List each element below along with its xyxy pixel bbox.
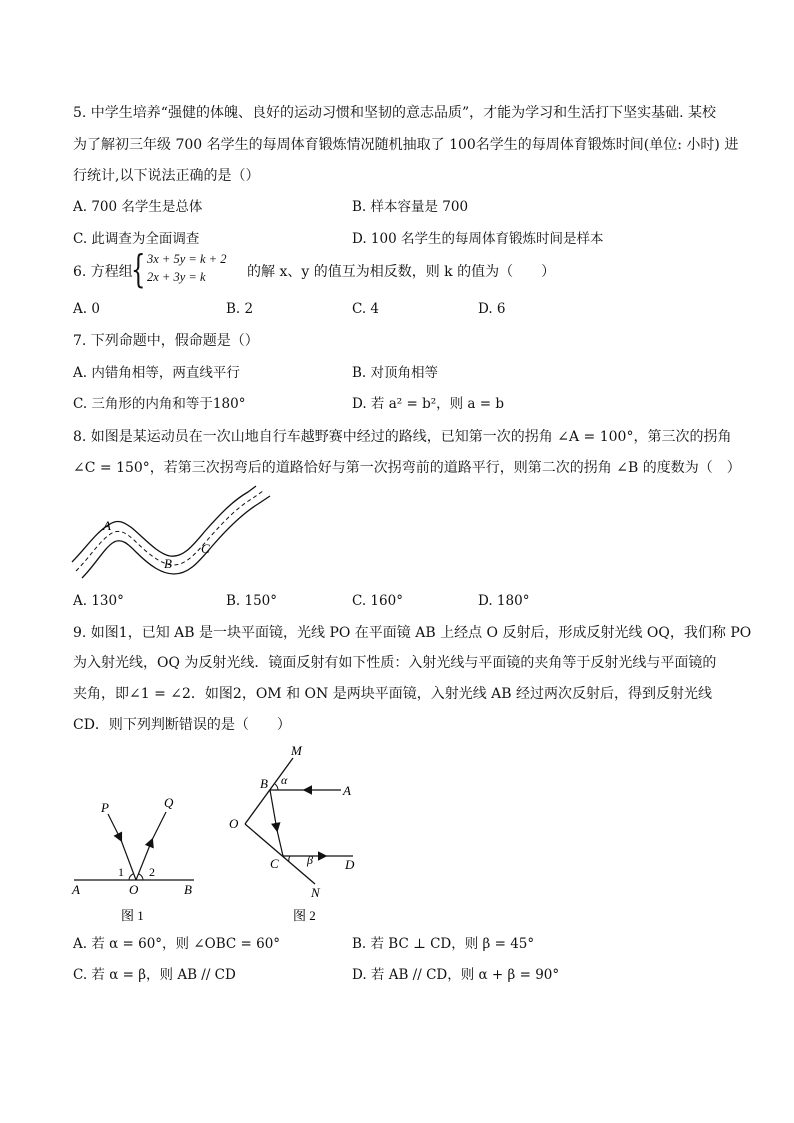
- fig1-label-2: 2: [149, 865, 155, 879]
- q8-option-d: D. 180°: [478, 593, 530, 609]
- q8-option-a: A. 130°: [73, 593, 124, 609]
- q5-option-a: A. 700 名学生是总体: [73, 199, 203, 215]
- fig2-label-c: C: [270, 856, 279, 871]
- q8-stem-line1: 8. 如图是某运动员在一次山地自行车越野赛中经过的路线，已知第一次的拐角 ∠A = 100°，第三次的拐角: [73, 429, 732, 445]
- q9-stem-line3: 夹角，即∠1 = ∠2．如图2，OM 和 ON 是两块平面镜，入射光线 AB 经过两次反射后，得到反射光线: [73, 686, 713, 702]
- q8-label-c: C: [201, 541, 210, 556]
- q6-suffix: 的解 x、y 的值互为相反数，则 k 的值为（ ）: [247, 264, 556, 280]
- q5-option-d: D. 100 名学生的每周体育锻炼时间是样本: [352, 231, 604, 247]
- q7-option-d: D. 若 a² = b²，则 a = b: [352, 396, 505, 412]
- fig1-label-b: B: [184, 882, 192, 897]
- mirror-on: [245, 824, 315, 884]
- reflected-ray-oq: [152, 812, 166, 840]
- incident-ray-arrow: [108, 814, 121, 840]
- fig1-label-1: 1: [118, 865, 124, 879]
- q7-option-a: A. 内错角相等，两直线平行: [73, 365, 240, 381]
- q9-stem-line4: CD．则下列判断错误的是（ ）: [73, 717, 291, 733]
- fig2-caption: 图 2: [293, 908, 316, 923]
- q9-option-d: D. 若 AB // CD，则 α + β = 90°: [352, 967, 560, 983]
- ray-bc-arrow: [270, 790, 277, 830]
- q9-figure-1: [66, 790, 216, 930]
- fig1-label-a: A: [72, 882, 80, 897]
- q8-label-b: B: [164, 556, 172, 571]
- q8-stem-line2: ∠C = 150°，若第三次拐弯后的道路恰好与第一次拐弯前的道路平行，则第二次的拐角 ∠B 的度数为（ ）: [73, 460, 741, 476]
- fig2-label-beta: β: [307, 853, 313, 867]
- q6-equation-2: 2x + 3y = k: [147, 270, 206, 284]
- q8-label-a: A: [103, 518, 111, 533]
- q5-stem-line3: 行统计,以下说法正确的是（）: [73, 168, 260, 184]
- q9-figure-2: [225, 738, 375, 928]
- q6-option-a: A. 0: [73, 301, 100, 317]
- fig2-label-o: O: [229, 816, 239, 831]
- q5-option-c: C. 此调查为全面调查: [73, 231, 200, 247]
- road-edge-upper: [72, 486, 256, 562]
- q9-stem-line2: 为入射光线，OQ 为反射光线．镜面反射有如下性质：入射光线与平面镜的夹角等于反射光线与平面镜的: [73, 655, 717, 671]
- q7-option-c: C. 三角形的内角和等于180°: [73, 396, 246, 412]
- q6-prefix: 6. 方程组: [73, 264, 133, 280]
- q8-option-b: B. 150°: [226, 593, 278, 609]
- q9-option-b: B. 若 BC ⊥ CD，则 β = 45°: [352, 936, 535, 952]
- q6-option-b: B. 2: [226, 301, 254, 317]
- q6-option-d: D. 6: [478, 301, 506, 317]
- fig2-label-a: A: [343, 783, 351, 798]
- fig1-label-q: Q: [164, 795, 174, 810]
- q9-stem-line1: 9. 如图1，已知 AB 是一块平面镜，光线 PO 在平面镜 AB 上经点 O 反射后，形成反射光线 OQ，我们称 PO: [73, 625, 752, 641]
- road-edge-lower: [82, 496, 270, 578]
- q8-route-figure: [66, 482, 276, 587]
- fig2-label-m: M: [291, 743, 302, 758]
- q8-option-c: C. 160°: [352, 593, 403, 609]
- q7-stem: 7. 下列命题中，假命题是（）: [73, 333, 259, 349]
- angle-2-arc: [139, 874, 143, 880]
- q6-equation-system: [131, 247, 251, 291]
- angle-1-arc: [129, 874, 133, 880]
- fig1-label-o: O: [129, 882, 139, 897]
- fig2-label-n: N: [311, 885, 320, 900]
- q5-stem-line2: 为了解初三年级 700 名学生的每周体育锻炼情况随机抽取了 100名学生的每周体育锻炼时间(单位: 小时) 进: [73, 137, 739, 153]
- q9-option-a: A. 若 α = 60°，则 ∠OBC = 60°: [73, 936, 281, 952]
- fig2-label-b: B: [260, 776, 268, 791]
- fig2-label-alpha: α: [281, 773, 288, 787]
- q5-option-b: B. 样本容量是 700: [352, 199, 469, 215]
- alpha-arc: [275, 784, 278, 790]
- fig1-caption: 图 1: [121, 908, 144, 923]
- q6-equation-1: 3x + 5y = k + 2: [147, 252, 227, 266]
- q6-option-c: C. 4: [352, 301, 380, 317]
- q5-stem-line1: 5. 中学生培养“强健的体魄、良好的运动习惯和坚韧的意志品质”，才能为学习和生活打下坚实基础. 某校: [73, 105, 717, 121]
- brace-symbol: {: [131, 247, 146, 291]
- fig2-label-d: D: [345, 857, 355, 872]
- fig1-label-p: P: [101, 800, 109, 815]
- mirror-om: [245, 758, 293, 824]
- q9-option-c: C. 若 α = β，则 AB // CD: [73, 967, 236, 983]
- q7-option-b: B. 对顶角相等: [352, 365, 439, 381]
- beta-arc: [289, 856, 290, 862]
